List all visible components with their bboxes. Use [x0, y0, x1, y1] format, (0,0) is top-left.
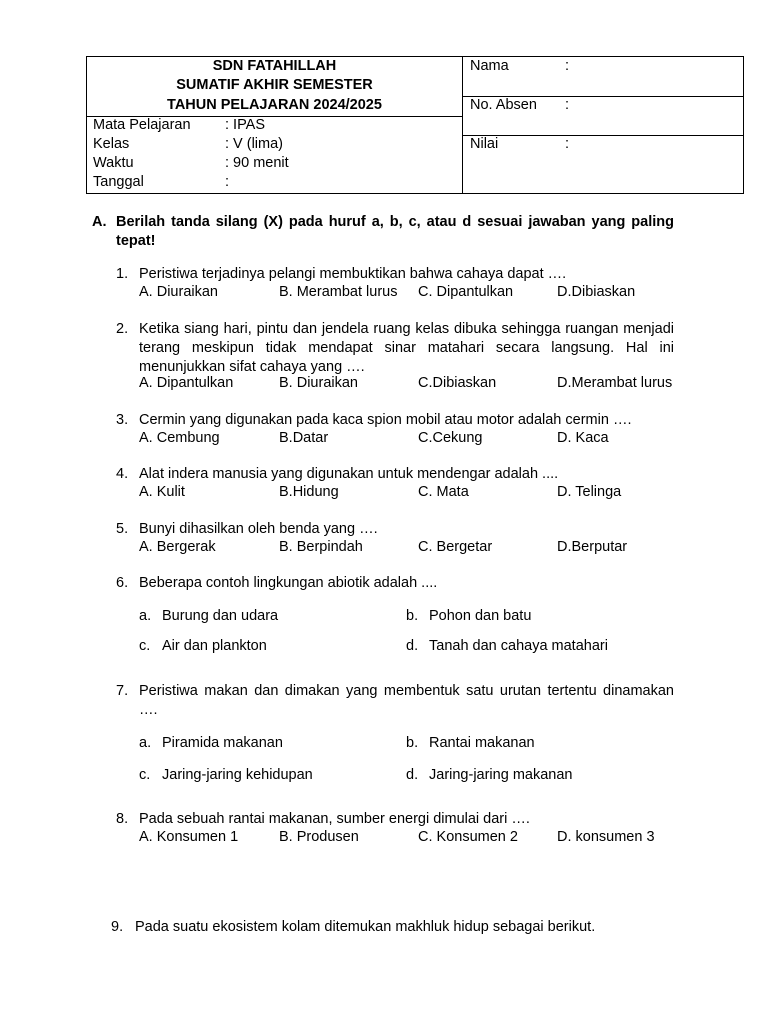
- question-stem: Ketika siang hari, pintu dan jendela ruang kelas dibuka sehingga ruangan menjadi terang meskipun tidak mendapat sinar matahari secara langsung. Hal ini menunjukkan sifat cahaya yang ….: [139, 321, 674, 375]
- field-colon-score[interactable]: :: [565, 136, 570, 152]
- option-a[interactable]: A. Diuraikan: [139, 284, 218, 300]
- option-c-text[interactable]: Air dan plankton: [162, 638, 267, 654]
- field-colon-name[interactable]: :: [565, 58, 570, 74]
- question-6: [116, 574, 674, 593]
- option-d-letter[interactable]: d.: [406, 638, 419, 654]
- option-b[interactable]: B. Diuraikan: [279, 375, 358, 391]
- question-number: 6.: [116, 575, 129, 591]
- option-c[interactable]: C. Bergetar: [418, 539, 493, 555]
- option-b[interactable]: B. Merambat lurus: [279, 284, 398, 300]
- option-a[interactable]: A. Kulit: [139, 484, 185, 500]
- option-a[interactable]: A. Bergerak: [139, 539, 216, 555]
- question-8-options: [139, 829, 699, 848]
- question-stem: Cermin yang digunakan pada kaca spion mobil atau motor adalah cermin ….: [139, 412, 632, 428]
- option-c[interactable]: C. Dipantulkan: [418, 284, 514, 300]
- info-label-date: Tanggal: [93, 174, 144, 190]
- question-stem: Beberapa contoh lingkungan abiotik adalah ....: [139, 575, 438, 591]
- option-d[interactable]: D.Dibiaskan: [557, 284, 636, 300]
- field-label-absen: No. Absen: [470, 97, 537, 113]
- question-number: 1.: [116, 266, 129, 282]
- header-divider: [462, 135, 743, 136]
- option-b[interactable]: B. Produsen: [279, 829, 359, 845]
- option-a[interactable]: A. Konsumen 1: [139, 829, 239, 845]
- question-number: 2.: [116, 321, 129, 337]
- option-d-text[interactable]: Tanah dan cahaya matahari: [429, 638, 608, 654]
- question-4: [116, 465, 674, 484]
- question-5-options: [139, 539, 699, 558]
- question-stem: Bunyi dihasilkan oleh benda yang ….: [139, 521, 378, 537]
- option-b-text[interactable]: Rantai makanan: [429, 735, 535, 751]
- option-b-letter[interactable]: b.: [406, 735, 419, 751]
- option-c[interactable]: C. Mata: [418, 484, 469, 500]
- field-label-name: Nama: [470, 58, 509, 74]
- option-c[interactable]: C.Dibiaskan: [418, 375, 497, 391]
- question-9-number: 9.: [111, 919, 124, 935]
- option-a-letter[interactable]: a.: [139, 608, 152, 624]
- option-a-text[interactable]: Piramida makanan: [162, 735, 283, 751]
- option-c[interactable]: C.Cekung: [418, 430, 483, 446]
- info-value-date: :: [225, 174, 230, 190]
- option-c[interactable]: C. Konsumen 2: [418, 829, 518, 845]
- academic-year: TAHUN PELAJARAN 2024/2025: [167, 97, 382, 113]
- question-stem: Alat indera manusia yang digunakan untuk mendengar adalah ....: [139, 466, 559, 482]
- field-colon-absen[interactable]: :: [565, 97, 570, 113]
- question-number: 4.: [116, 466, 129, 482]
- info-value-class: : V (lima): [225, 136, 283, 152]
- school-name: SDN FATAHILLAH: [212, 58, 337, 74]
- option-d[interactable]: D. Telinga: [557, 484, 622, 500]
- option-c-letter[interactable]: c.: [139, 638, 151, 654]
- question-number: 8.: [116, 811, 129, 827]
- option-d[interactable]: D.Berputar: [557, 539, 628, 555]
- question-2-options: [139, 375, 699, 394]
- option-c-text[interactable]: Jaring-jaring kehidupan: [162, 767, 313, 783]
- question-stem: Peristiwa terjadinya pelangi membuktikan bahwa cahaya dapat ….: [139, 266, 567, 282]
- section-letter: A.: [92, 214, 107, 230]
- option-d-text[interactable]: Jaring-jaring makanan: [429, 767, 573, 783]
- option-d[interactable]: D.Merambat lurus: [557, 375, 673, 391]
- question-number: 3.: [116, 412, 129, 428]
- section-a-instruction: [92, 213, 674, 251]
- instruction-text: Berilah tanda silang (X) pada huruf a, b, c, atau d sesuai jawaban yang paling tepat!: [116, 214, 674, 249]
- option-d-letter[interactable]: d.: [406, 767, 419, 783]
- question-1-options: [139, 284, 699, 303]
- option-d[interactable]: D. konsumen 3: [557, 829, 655, 845]
- question-stem: Peristiwa makan dan dimakan yang membentuk satu urutan tertentu dinamakan ….: [139, 683, 674, 718]
- question-4-options: [139, 484, 699, 503]
- question-2: [116, 320, 674, 377]
- question-7: [116, 682, 674, 720]
- option-a-text[interactable]: Burung dan udara: [162, 608, 279, 624]
- exam-title: SUMATIF AKHIR SEMESTER: [176, 77, 373, 93]
- question-5: [116, 520, 674, 539]
- question-1: [116, 265, 674, 284]
- option-b[interactable]: B. Berpindah: [279, 539, 363, 555]
- option-a[interactable]: A. Dipantulkan: [139, 375, 234, 391]
- question-9-stem: Pada suatu ekosistem kolam ditemukan makhluk hidup sebagai berikut.: [135, 919, 596, 935]
- info-label-class: Kelas: [93, 136, 130, 152]
- option-b[interactable]: B.Hidung: [279, 484, 339, 500]
- option-b-letter[interactable]: b.: [406, 608, 419, 624]
- option-c-letter[interactable]: c.: [139, 767, 151, 783]
- option-a[interactable]: A. Cembung: [139, 430, 220, 446]
- info-value-time: : 90 menit: [225, 155, 289, 171]
- option-a-letter[interactable]: a.: [139, 735, 152, 751]
- option-b-text[interactable]: Pohon dan batu: [429, 608, 532, 624]
- option-b[interactable]: B.Datar: [279, 430, 329, 446]
- option-d[interactable]: D. Kaca: [557, 430, 609, 446]
- question-number: 7.: [116, 683, 129, 699]
- info-label-subject: Mata Pelajaran: [93, 117, 191, 133]
- question-number: 5.: [116, 521, 129, 537]
- header-divider: [462, 57, 463, 193]
- question-3-options: [139, 430, 699, 449]
- question-stem: Pada sebuah rantai makanan, sumber energi dimulai dari ….: [139, 811, 530, 827]
- question-3: [116, 411, 674, 430]
- exam-header-table: [86, 56, 744, 194]
- field-label-score: Nilai: [470, 136, 499, 152]
- info-label-time: Waktu: [93, 155, 134, 171]
- question-8: [116, 810, 674, 829]
- info-value-subject: : IPAS: [225, 117, 266, 133]
